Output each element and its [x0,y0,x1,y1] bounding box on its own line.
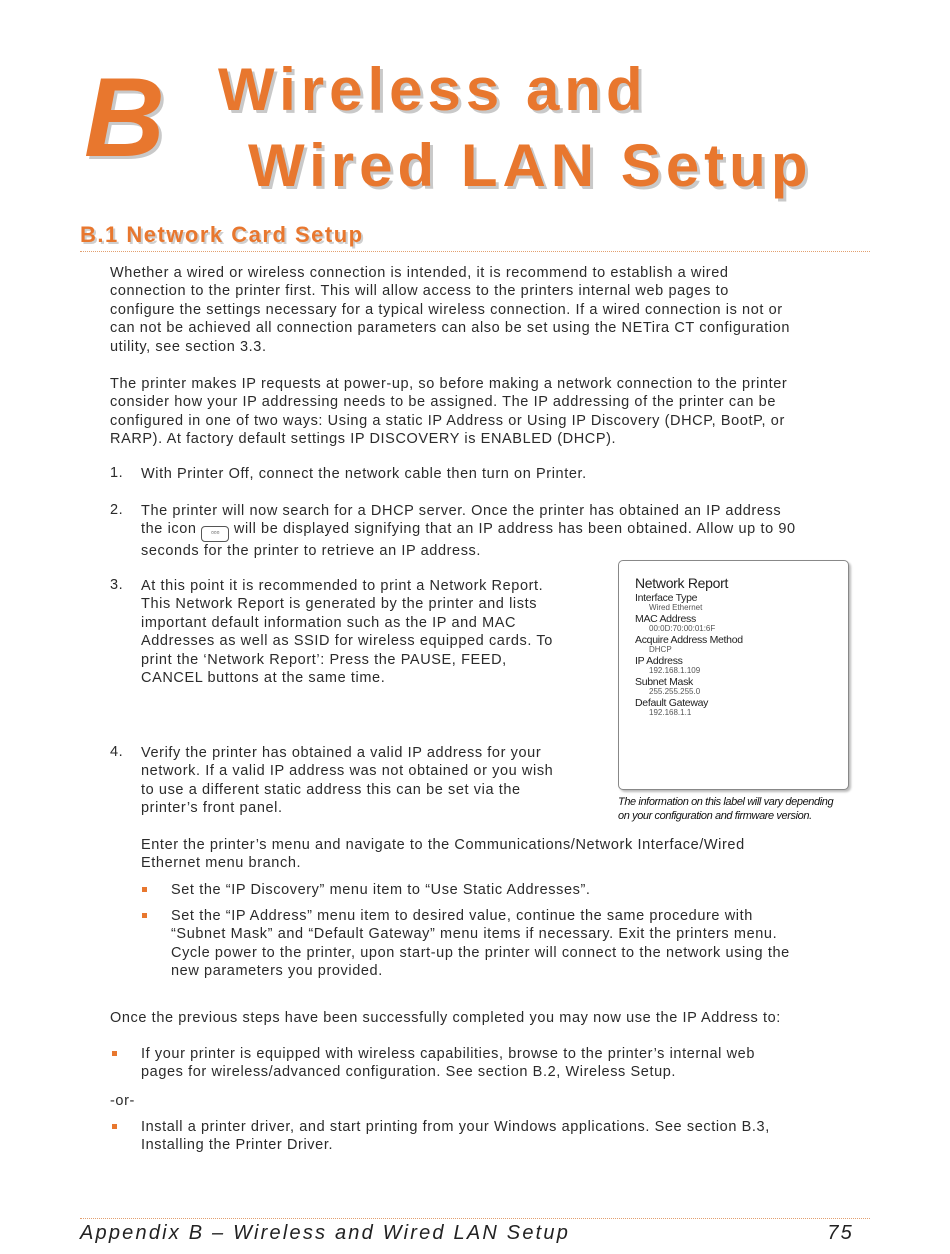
text-line: pages for wireless/advanced configuration. See section B.2, Wireless Setup. [141,1064,677,1081]
report-field-value: 255.255.255.0 [649,687,701,696]
text-line: consider how your IP addressing needs to be assigned. The IP addressing of the printer can be [110,394,776,411]
step-1-text: With Printer Off, connect the network cable then turn on Printer. [141,466,587,482]
intro-paragraph-1 [110,264,870,356]
text-fragment: will be displayed signifying that an IP address has been obtained. Allow up to 90 [233,521,796,538]
intro-paragraph-2 [110,375,870,449]
text-line: utility, see section 3.3. [110,338,267,355]
text-line: configure the settings necessary for a typical wireless connection. If a wired connection is not or [110,301,783,318]
step-4-menu-text [141,836,871,873]
step-number: 1. [110,465,124,481]
closing-bullet-2 [141,1118,871,1155]
report-field-label: Subnet Mask [635,676,693,688]
text-line: Verify the printer has obtained a valid IP address for your [141,745,542,761]
bullet-marker [112,1051,117,1056]
report-field-label: Default Gateway [635,697,709,709]
caption-line: on your configuration and firmware version. [618,810,812,822]
text-line: Addresses as well as SSID for wireless equipped cards. To [141,633,553,650]
text-line: Set the “IP Address” menu item to desired value, continue the same procedure with [171,908,753,924]
text-line: seconds for the printer to retrieve an IP address. [141,543,482,560]
report-field-label: MAC Address [635,613,696,625]
report-field-value: 192.168.1.109 [649,666,701,675]
report-title: Network Report [635,575,729,591]
bullet-marker [142,887,147,892]
step-number: 3. [110,577,124,593]
chapter-letter: B [84,55,163,180]
text-line [141,520,871,542]
text-line: printer’s front panel. [141,800,283,817]
text-line: The printer makes IP requests at power-up, so before making a network connection to the printer [110,376,788,392]
report-field-label: Interface Type [635,592,698,604]
bullet-marker [112,1124,117,1129]
step-number: 2. [110,502,124,518]
text-line: The printer will now search for a DHCP server. Once the printer has obtained an IP address [141,503,782,519]
text-line: Enter the printer’s menu and navigate to the Communications/Network Interface/Wired [141,837,745,853]
chapter-title-line2: Wired LAN Setup [248,132,813,199]
or-separator: -or- [110,1093,135,1109]
closing-bullet-1 [141,1045,871,1082]
step-2-text [141,502,871,561]
text-line: important default information such as the IP and MAC [141,614,517,631]
report-field-value: DHCP [649,645,672,654]
bullet-marker [142,913,147,918]
text-line: This Network Report is generated by the printer and lists [141,596,538,613]
text-line: Cycle power to the printer, upon start-up the printer will connect to the network using the [171,944,790,961]
text-line: CANCEL buttons at the same time. [141,670,386,687]
report-caption [618,795,878,823]
text-line: network. If a valid IP address was not obtained or you wish [141,763,554,780]
text-fragment: the icon [141,521,197,538]
network-ip-icon: ▫▫▫ [201,526,229,542]
report-field-label: Acquire Address Method [635,634,743,646]
page-footer [80,1222,854,1245]
step-4-bullet-1: Set the “IP Discovery” menu item to “Use Static Addresses”. [171,882,591,898]
text-line: to use a different static address this can be set via the [141,781,521,798]
page-number: 75 [827,1222,854,1244]
text-line: “Subnet Mask” and “Default Gateway” menu items if necessary. Exit the printers menu. [171,926,778,943]
step-3-text [141,577,611,687]
network-report-label [618,560,849,790]
step-4-text [141,744,611,818]
report-field-label: IP Address [635,655,683,667]
step-number: 4. [110,744,124,760]
footer-title: Appendix B – Wireless and Wired LAN Setup [80,1222,571,1244]
text-line: connection to the printer first. This will allow access to the printers internal web pages to [110,283,729,300]
chapter-title-line1: Wireless and [218,56,648,123]
text-line: can not be achieved all connection parameters can also be set using the NETira CT configuration [110,320,791,337]
text-line: new parameters you provided. [171,963,383,980]
step-4-bullet-2 [171,907,871,981]
text-line: Whether a wired or wireless connection is intended, it is recommend to establish a wired [110,265,729,281]
closing-intro: Once the previous steps have been successfully completed you may now use the IP Address to: [110,1010,781,1026]
text-line: print the ‘Network Report’: Press the PAUSE, FEED, [141,651,507,668]
caption-line: The information on this label will vary depending [618,796,834,808]
text-line: Ethernet menu branch. [141,855,302,872]
text-line: If your printer is equipped with wireless capabilities, browse to the printer’s internal web [141,1046,755,1062]
footer-divider [80,1218,870,1219]
text-line: configured in one of two ways: Using a static IP Address or Using IP Discovery (DHCP, BootP, or [110,412,785,429]
report-field-value: Wired Ethernet [649,603,703,612]
report-field-value: 00:0D:70:00:01:6F [649,624,716,633]
text-line: Installing the Printer Driver. [141,1137,334,1154]
text-line: RARP). At factory default settings IP DISCOVERY is ENABLED (DHCP). [110,431,617,448]
report-field-value: 192.168.1.1 [649,708,692,717]
section-divider [80,251,870,252]
section-heading: B.1 Network Card Setup [80,222,364,247]
text-line: At this point it is recommended to print a Network Report. [141,578,544,594]
text-line: Install a printer driver, and start printing from your Windows applications. See section B.3, [141,1119,770,1135]
